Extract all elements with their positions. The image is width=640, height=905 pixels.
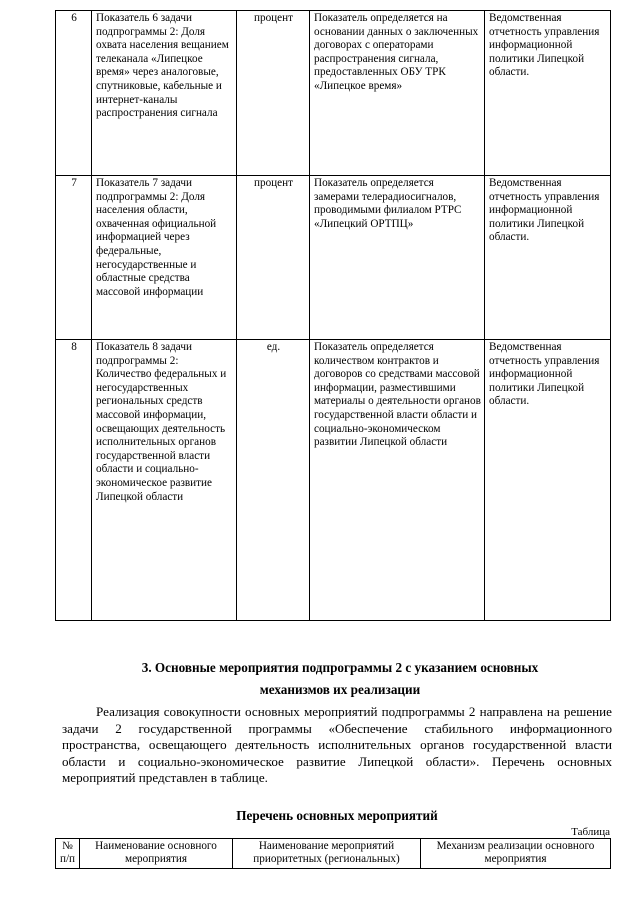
header-cell-mechanism: Механизм реализации основного мероприятия — [421, 839, 611, 869]
indicators-table — [55, 10, 611, 621]
header-cell-number: № п/п — [56, 839, 80, 869]
table-row — [56, 340, 611, 621]
row-number: 7 — [56, 176, 92, 340]
table-header-row — [56, 839, 611, 869]
data-source: Ведомственная отчетность управления информационной политики Липецкой области. — [485, 11, 611, 176]
data-source: Ведомственная отчетность управления информационной политики Липецкой области. — [485, 340, 611, 621]
header-cell-event-name: Наименование основного мероприятия — [80, 839, 233, 869]
calculation-method: Показатель определяется замерами телерадиосигналов, проводимыми филиалом РТРС «Липецкий ОРТПЦ» — [310, 176, 485, 340]
calculation-method: Показатель определяется на основании данных о заключенных договорах с операторами распространения сигнала, предоставленных ОБУ ТРК «Липецкое время» — [310, 11, 485, 176]
indicator-name: Показатель 8 задачи подпрограммы 2: Количество федеральных и негосударственных региональных средств массовой информации, освещающих деятельность исполнительных органов государственной власти области и социально-экономическое развитие Липецкой области — [92, 340, 237, 621]
events-table — [55, 838, 611, 869]
unit-of-measure: процент — [237, 176, 310, 340]
section-heading-continued: механизмов их реализации — [259, 682, 421, 697]
indicator-name: Показатель 7 задачи подпрограммы 2: Доля населения области, охваченная официальной информацией через федеральные, негосударственные и областные средства массовой информации — [92, 176, 237, 340]
paragraph-text: Реализация совокупности основных мероприятий подпрограммы 2 направлена на решение задачи 2 государственной программы «Обеспечение стабильного информационного пространства, освещающего деятельность исполнительных органов государственной власти области и социально-экономическое развитие Липецкой области». Перечень основных мероприятий представлен в таблице. — [62, 704, 612, 785]
indicator-name: Показатель 6 задачи подпрограммы 2: Доля охвата населения вещанием телеканала «Липецкое время» через аналоговые, спутниковые, кабельные и интернет-каналы распространения сигнала — [92, 11, 237, 176]
section-heading: 3. Основные мероприятия подпрограммы 2 с указанием основных — [141, 660, 539, 675]
unit-of-measure: ед. — [237, 340, 310, 621]
table-label: Таблица — [571, 826, 610, 838]
calculation-method: Показатель определяется количеством контрактов и договоров со средствами массовой информации, разместившими материалы о деятельности органов государственной власти области и социально-экономическом развитии Липецкой области — [310, 340, 485, 621]
table-row — [56, 11, 611, 176]
data-source: Ведомственная отчетность управления информационной политики Липецкой области. — [485, 176, 611, 340]
table-row — [56, 176, 611, 340]
row-number: 8 — [56, 340, 92, 621]
row-number: 6 — [56, 11, 92, 176]
section-paragraph — [62, 704, 612, 787]
unit-of-measure: процент — [237, 11, 310, 176]
list-title: Перечень основных мероприятий — [236, 808, 438, 823]
header-cell-priority-events: Наименование мероприятий приоритетных (региональных) — [233, 839, 421, 869]
